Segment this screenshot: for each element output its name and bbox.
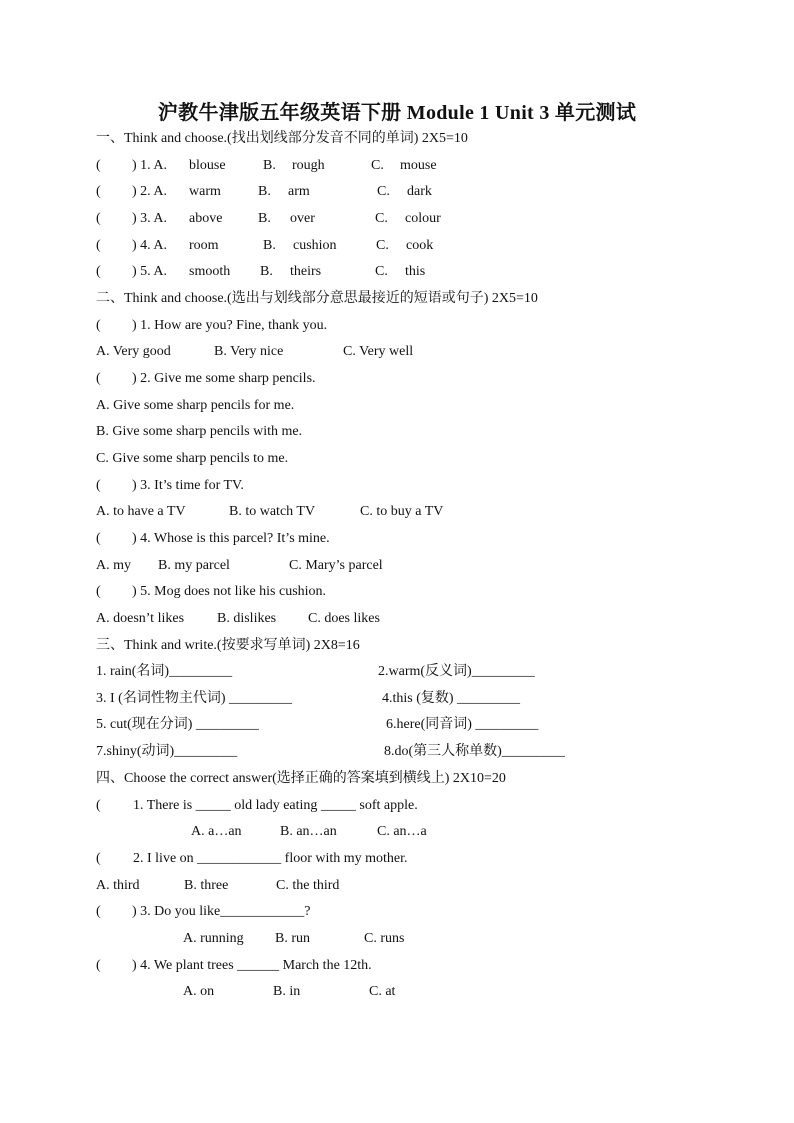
answer-paren: ( xyxy=(96,158,101,173)
option-c: C. to buy a TV xyxy=(360,504,444,519)
option-c: mouse xyxy=(400,158,437,173)
answer-paren: ( xyxy=(96,371,101,386)
answer-paren: ( xyxy=(96,264,101,279)
option-b: B. three xyxy=(184,878,229,893)
option-c-label: C. xyxy=(376,238,389,253)
question-number: ) 3. A. xyxy=(132,211,167,226)
section-4-heading: 四、Choose the correct answer(选择正确的答案填到横线上) 2X10=20 xyxy=(96,771,506,786)
option-b: B. in xyxy=(273,984,301,999)
option-b-label: B. xyxy=(260,264,273,279)
section-3-heading: 三、Think and write.(按要求写单词) 2X8=16 xyxy=(96,638,360,653)
answer-paren: ( xyxy=(96,211,101,226)
answer-paren: ( xyxy=(96,531,101,546)
question-text: ) 4. We plant trees ______ March the 12th. xyxy=(132,958,372,973)
option-a: A. my xyxy=(96,558,131,573)
option-b: cushion xyxy=(293,238,337,253)
answer-paren: ( xyxy=(96,904,101,919)
s2-q2-option-a: A. Give some sharp pencils for me. xyxy=(96,398,295,413)
answer-paren: ( xyxy=(96,798,101,813)
option-c-label: C. xyxy=(375,211,388,226)
option-c: C. an…a xyxy=(377,824,427,839)
option-c-label: C. xyxy=(371,158,384,173)
answer-paren: ( xyxy=(96,238,101,253)
option-a: A. third xyxy=(96,878,140,893)
question-text: ) 2. Give me some sharp pencils. xyxy=(132,371,316,386)
option-c: C. at xyxy=(369,984,396,999)
answer-paren: ( xyxy=(96,318,101,333)
fill-item-5: 5. cut(现在分词) _________ xyxy=(96,717,259,732)
option-b: B. Very nice xyxy=(214,344,284,359)
option-b: arm xyxy=(288,184,310,199)
section-2-heading: 二、Think and choose.(选出与划线部分意思最接近的短语或句子) 2X5=10 xyxy=(96,291,538,306)
answer-paren: ( xyxy=(96,184,101,199)
option-c: C. does likes xyxy=(308,611,380,626)
question-text: ) 3. It’s time for TV. xyxy=(132,478,244,493)
question-text: ) 1. How are you? Fine, thank you. xyxy=(132,318,328,333)
option-c-label: C. xyxy=(377,184,390,199)
fill-item-6: 6.here(同音词) _________ xyxy=(386,717,539,732)
option-a: A. Very good xyxy=(96,344,171,359)
option-c: this xyxy=(405,264,426,279)
option-b: B. to watch TV xyxy=(229,504,316,519)
answer-paren: ( xyxy=(96,584,101,599)
option-a: A. a…an xyxy=(191,824,242,839)
option-b: rough xyxy=(292,158,325,173)
fill-item-1: 1. rain(名词)_________ xyxy=(96,664,233,679)
fill-item-7: 7.shiny(动词)_________ xyxy=(96,744,238,759)
question-number: ) 4. A. xyxy=(132,238,167,253)
option-b-label: B. xyxy=(258,184,271,199)
fill-item-8: 8.do(第三人称单数)_________ xyxy=(384,744,565,759)
option-c: C. Very well xyxy=(343,344,414,359)
option-c: C. the third xyxy=(276,878,340,893)
option-a: A. doesn’t likes xyxy=(96,611,185,626)
question-number: ) 2. A. xyxy=(132,184,167,199)
option-b: theirs xyxy=(290,264,322,279)
option-a: smooth xyxy=(189,264,231,279)
option-a: A. to have a TV xyxy=(96,504,186,519)
s2-q2-option-b: B. Give some sharp pencils with me. xyxy=(96,424,303,439)
option-b: B. an…an xyxy=(280,824,337,839)
option-b-label: B. xyxy=(258,211,271,226)
option-b: over xyxy=(290,211,315,226)
question-number: ) 5. A. xyxy=(132,264,167,279)
option-c: cook xyxy=(406,238,434,253)
question-text: ) 5. Mog does not like his cushion. xyxy=(132,584,327,599)
option-c-label: C. xyxy=(375,264,388,279)
question-text: 2. I live on ____________ floor with my mother. xyxy=(133,851,408,866)
option-b: B. dislikes xyxy=(217,611,277,626)
option-a: above xyxy=(189,211,223,226)
option-b-label: B. xyxy=(263,238,276,253)
option-a: A. on xyxy=(183,984,215,999)
option-a: room xyxy=(189,238,219,253)
option-b: B. my parcel xyxy=(158,558,230,573)
option-b: B. run xyxy=(275,931,310,946)
question-text: ) 3. Do you like____________? xyxy=(132,904,311,919)
option-c: dark xyxy=(407,184,432,199)
option-a: blouse xyxy=(189,158,226,173)
fill-item-4: 4.this (复数) _________ xyxy=(382,691,521,706)
option-c: C. Mary’s parcel xyxy=(289,558,383,573)
page-title: 沪教牛津版五年级英语下册 Module 1 Unit 3 单元测试 xyxy=(157,102,637,124)
answer-paren: ( xyxy=(96,478,101,493)
option-a: warm xyxy=(189,184,221,199)
section-1-heading: 一、Think and choose.(找出划线部分发音不同的单词) 2X5=10 xyxy=(96,131,468,146)
question-text: 1. There is _____ old lady eating _____ soft apple. xyxy=(133,798,418,813)
option-c: colour xyxy=(405,211,441,226)
option-b-label: B. xyxy=(263,158,276,173)
option-c: C. runs xyxy=(364,931,405,946)
question-number: ) 1. A. xyxy=(132,158,167,173)
fill-item-2: 2.warm(反义词)_________ xyxy=(378,664,535,679)
answer-paren: ( xyxy=(96,851,101,866)
answer-paren: ( xyxy=(96,958,101,973)
s2-q2-option-c: C. Give some sharp pencils to me. xyxy=(96,451,289,466)
option-a: A. running xyxy=(183,931,244,946)
question-text: ) 4. Whose is this parcel? It’s mine. xyxy=(132,531,330,546)
fill-item-3: 3. I (名词性物主代词) _________ xyxy=(96,691,292,706)
